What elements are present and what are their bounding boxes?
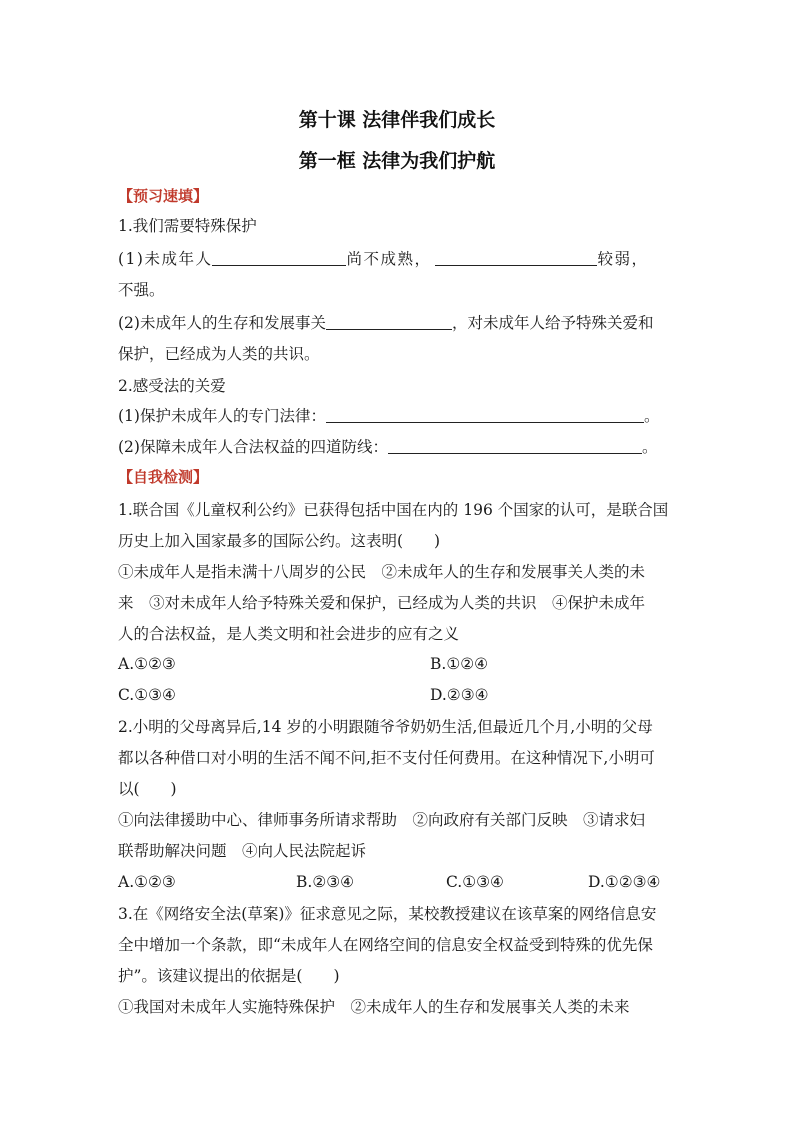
lesson-title: 第十课 法律伴我们成长 [298, 109, 496, 131]
t2-line5: 联帮助解决问题 ④向人民法院起诉 [118, 842, 367, 860]
t3-line4: ①我国对未成年人实施特殊保护 ②未成年人的生存和发展事关人类的未来 [118, 998, 630, 1016]
q2-item2-pre: (2)保障未成年人合法权益的四道防线： [118, 438, 388, 456]
q1-item1-cont: 不强。 [118, 281, 165, 299]
q1-item2 [118, 313, 678, 333]
t1-option-c[interactable]: C.①③④ [118, 686, 176, 704]
fill-blank[interactable] [435, 250, 597, 266]
q2-item2-post: 。 [641, 438, 658, 456]
t3-line2: 全中增加一个条款，即“未成年人在网络空间的信息安全权益受到特殊的优先保 [118, 936, 653, 954]
q2-item1 [118, 406, 678, 426]
t2-option-c[interactable]: C.①③④ [446, 873, 504, 891]
fill-blank[interactable] [326, 407, 644, 423]
q1-title: 1.我们需要特殊保护 [118, 217, 257, 235]
q1-item2-cont: 保护，已经成为人类的共识。 [118, 345, 320, 363]
section-subtitle: 第一框 法律为我们护航 [298, 150, 496, 172]
q1-item1-mid: 尚不成熟， [346, 250, 432, 268]
t1-option-b[interactable]: B.①②④ [430, 655, 489, 673]
q2-item2 [118, 437, 678, 457]
self-test-heading: 【自我检测】 [118, 468, 209, 486]
t2-line4: ①向法律援助中心、律师事务所请求帮助 ②向政府有关部门反映 ③请求妇 [118, 811, 646, 829]
q2-title: 2.感受法的关爱 [118, 377, 226, 395]
t3-line3: 护”。该建议提出的依据是( ) [118, 967, 340, 985]
q1-item2-pre: (2)未成年人的生存和发展事关 [118, 314, 326, 332]
t1-option-d[interactable]: D.②③④ [430, 686, 489, 704]
q1-item1 [118, 249, 678, 269]
t2-option-b[interactable]: B.②③④ [296, 873, 355, 891]
t2-line1: 2.小明的父母离异后,14 岁的小明跟随爷爷奶奶生活,但最近几个月,小明的父母 [118, 718, 653, 736]
t1-line3: ①未成年人是指未满十八周岁的公民 ②未成年人的生存和发展事关人类的未 [118, 563, 646, 581]
t1-line2: 历史上加入国家最多的国际公约。这表明( ) [118, 532, 441, 550]
q1-item2-post: ，对未成年人给予特殊关爱和 [451, 314, 654, 332]
t1-line5: 人的合法权益，是人类文明和社会进步的应有之义 [118, 625, 460, 643]
q2-item1-post: 。 [643, 407, 660, 425]
fill-blank[interactable] [326, 314, 452, 330]
preview-heading: 【预习速填】 [118, 187, 209, 205]
fill-blank[interactable] [388, 438, 642, 454]
t1-line4: 来 ③对未成年人给予特殊关爱和保护，已经成为人类的共识 ④保护未成年 [118, 594, 646, 612]
q2-item1-pre: (1)保护未成年人的专门法律： [118, 407, 326, 425]
q1-item1-pre: (1)未成年人 [118, 250, 213, 268]
t2-option-a[interactable]: A.①②③ [118, 873, 176, 891]
q1-item1-post: 较弱， [597, 250, 649, 268]
t3-line1: 3.在《网络安全法(草案)》征求意见之际，某校教授建议在该草案的网络信息安 [118, 905, 657, 923]
t2-line3: 以( ) [118, 780, 177, 798]
t1-option-a[interactable]: A.①②③ [118, 655, 176, 673]
t2-option-d[interactable]: D.①②③④ [588, 873, 661, 891]
t2-line2: 都以各种借口对小明的生活不闻不问,拒不支付任何费用。在这种情况下,小明可 [118, 749, 655, 767]
fill-blank[interactable] [212, 250, 346, 266]
t1-line1: 1.联合国《儿童权利公约》已获得包括中国在内的 196 个国家的认可，是联合国 [118, 501, 669, 519]
